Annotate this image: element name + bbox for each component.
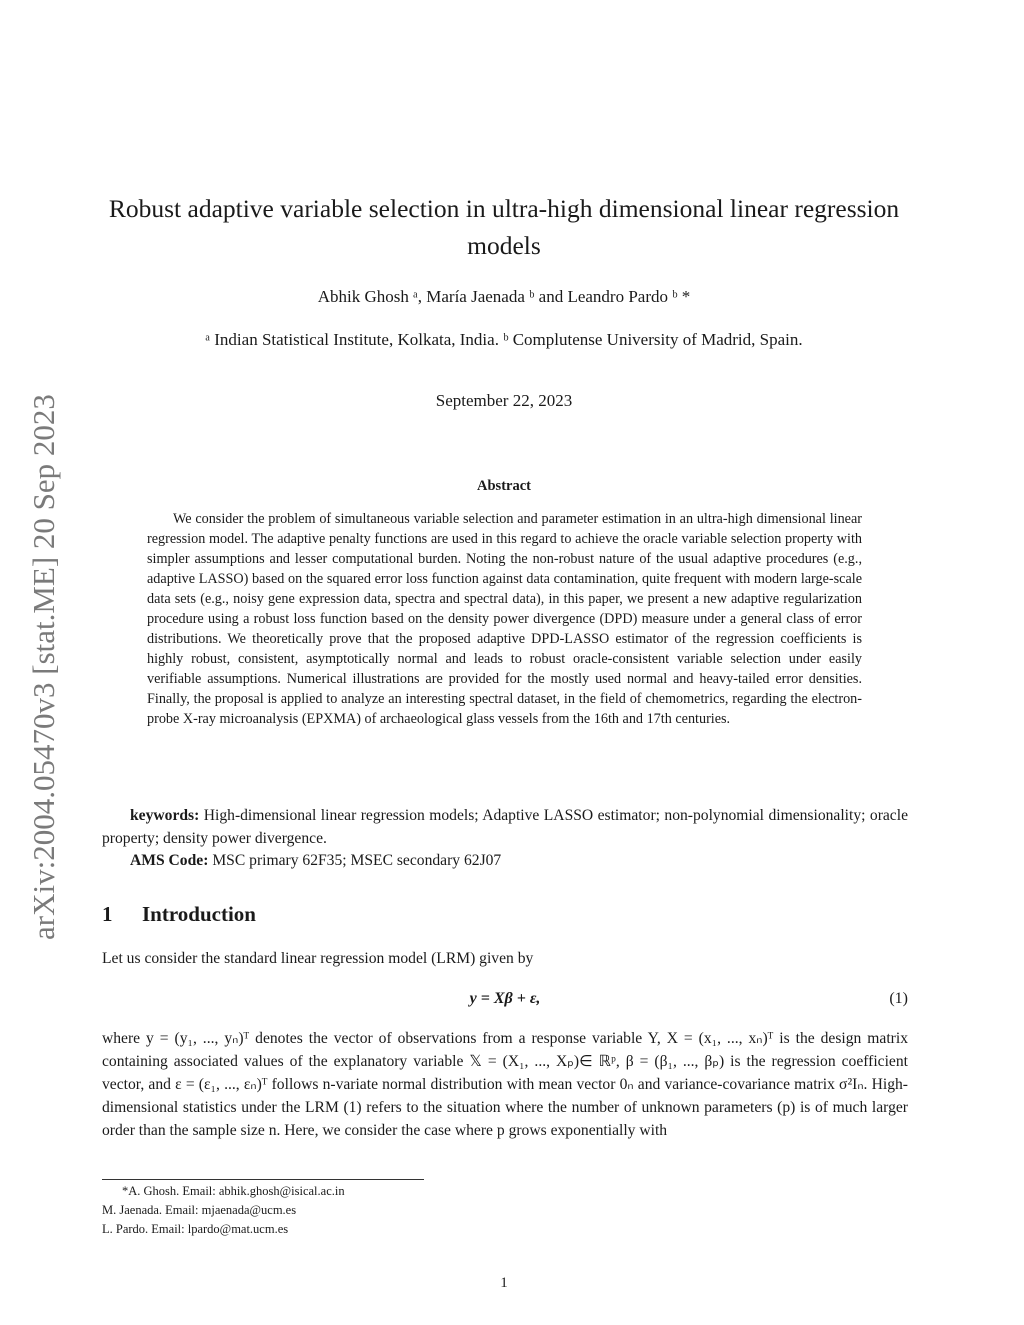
ams-code-label: AMS Code: (130, 852, 209, 869)
intro-lead-sentence: Let us consider the standard linear regression model (LRM) given by (102, 950, 534, 967)
section-title: Introduction (142, 902, 256, 926)
equation-body: y = Xβ + ε, (469, 990, 541, 1007)
page-number: 1 (500, 1275, 508, 1291)
author-list: Abhik Ghosh ᵃ, María Jaenada ᵇ and Leandro Pardo ᵇ * (317, 287, 691, 306)
equation-1 (102, 988, 908, 1014)
footnote-ghosh: *A. Ghosh. Email: abhik.ghosh@isical.ac.in (122, 1184, 345, 1198)
arxiv-identifier-stamp (12, 350, 72, 960)
footnote-rule (102, 1179, 424, 1180)
paper-title: Robust adaptive variable selection in ultra-high dimensional linear regression models (108, 194, 900, 260)
affiliations: ᵃ Indian Statistical Institute, Kolkata, India. ᵇ Complutense University of Madrid, Spain. (205, 330, 803, 349)
abstract-heading: Abstract (477, 478, 531, 494)
equation-number: (1) (889, 990, 908, 1007)
keywords-label: keywords: (130, 807, 200, 824)
footnote-pardo: L. Pardo. Email: lpardo@mat.ucm.es (102, 1222, 289, 1236)
keywords-text: High-dimensional linear regression models; Adaptive LASSO estimator; non-polynomial dimensionality; oracle property; density power divergence. (102, 807, 908, 847)
keywords-block (102, 805, 908, 873)
abstract-text: We consider the problem of simultaneous variable selection and parameter estimation in an ultra-high dimensional linear regression model. The adaptive penalty functions are used in this regard to achieve the oracle variable selection property with simpler assumptions and lesser computational burden. Noting the non-robust nature of the usual adaptive procedures (e.g., adaptive LASSO) based on the squared error loss function against data contamination, quite frequent with modern large-scale data sets (e.g., noisy gene expression data, spectra and spectral data), in this paper, we present a new adaptive regularization procedure using a robust loss function based on the density power divergence (DPD) measure under a general class of error distributions. We theoretically prove that the proposed adaptive DPD-LASSO estimator of the regression coefficients is highly robust, consistent, asymptotically normal and leads to robust oracle-consistent variable selection under easily verifiable assumptions. Numerical illustrations are provided for the mostly used normal and heavy-tailed error densities. Finally, the proposal is applied to analyze an interesting spectral dataset, in the field of chemometrics, regarding the electron-probe X-ray microanalysis (EPXMA) of archaeological glass vessels from the 16th and 17th centuries. (147, 511, 862, 727)
ams-code-text: MSC primary 62F35; MSEC secondary 62J07 (212, 852, 502, 869)
footnote-jaenada: M. Jaenada. Email: mjaenada@ucm.es (102, 1203, 297, 1217)
body-paragraph: where y = (y₁, ..., yₙ)ᵀ denotes the vector of observations from a response variable Y, X = (x₁, ..., xₙ)ᵀ is the design matrix containing associated values of the explanatory variable 𝕏 = (X₁, ..., Xₚ)∈ ℝᵖ, β = (β₁, ..., βₚ) is the regression coefficient vector, and ε = (ε₁, ..., εₙ)ᵀ follows n-variate normal distribution with mean vector 0ₙ and variance-covariance matrix σ²Iₙ. High-dimensional statistics under the LRM (1) refers to the situation where the number of unknown parameters (p) is of much larger order than the sample size n. Here, we consider the case where p grows exponentially with (102, 1030, 908, 1139)
keywords-line (102, 805, 908, 850)
arxiv-id-text: arXiv:2004.05470v3 [stat.ME] 20 Sep 2023 (26, 394, 61, 940)
footnotes (102, 1182, 702, 1239)
section-number: 1 (102, 902, 113, 926)
ams-code-line (102, 850, 908, 873)
publication-date: September 22, 2023 (435, 391, 573, 410)
section-heading-introduction (102, 902, 256, 927)
